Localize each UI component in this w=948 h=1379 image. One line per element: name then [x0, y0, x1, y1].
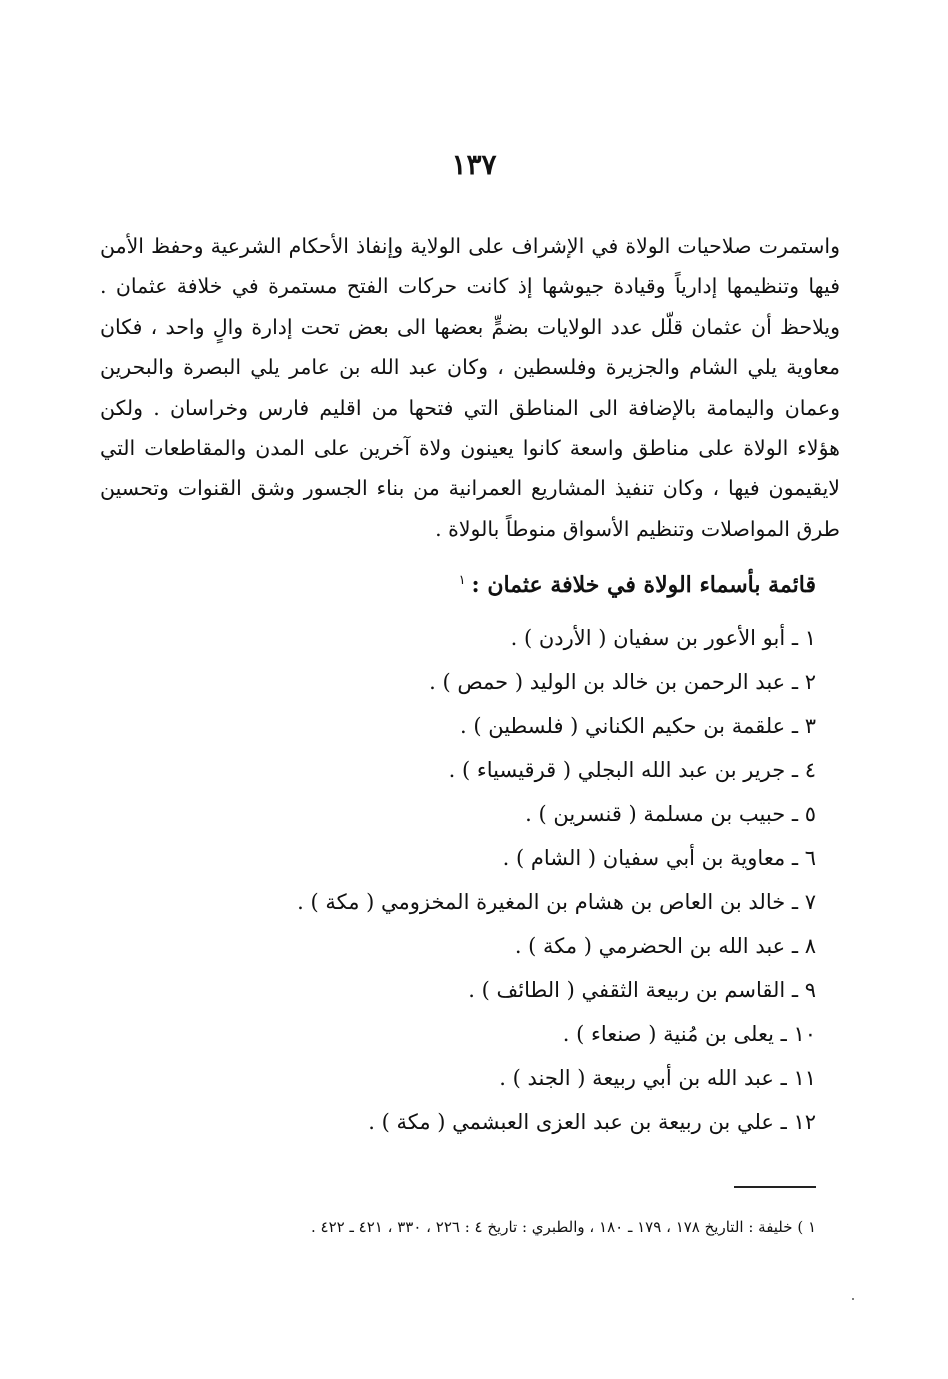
- governors-list: [166, 616, 816, 1144]
- list-item: ٤ ـ جرير بن عبد الله البجلي ( قرقيسياء ) .: [448, 758, 816, 782]
- footnote: ١ ) خليفة : التاريخ ١٧٨ ، ١٧٩ ـ ١٨٠ ، والطبري : تاريخ ٤ : ٢٢٦ ، ٣٣٠ ، ٤٢١ ـ ٤٢٢ .: [310, 1218, 816, 1236]
- list-item: ٦ ـ معاوية بن أبي سفيان ( الشام ) .: [502, 846, 816, 870]
- list-item: ٢ ـ عبد الرحمن بن خالد بن الوليد ( حمص ) .: [429, 670, 816, 694]
- footnote-reference: ١: [458, 572, 466, 588]
- page-number: ١٣٧: [451, 148, 497, 181]
- list-item: ٩ ـ القاسم بن ربيعة الثقفي ( الطائف ) .: [468, 978, 816, 1002]
- body-paragraph: واستمرت صلاحيات الولاة في الإشراف على الولاية وإنفاذ الأحكام الشرعية وحفظ الأمن فيها وتنظيمها إدارياً وقيادة جيوشها إذ كانت حركات الفتح مستمرة في خلافة عثمان . ويلاحظ أن عثمان قلّل عدد الولايات بضمٍّ بعضها الى بعض تحت إدارة والٍ واحد ، فكان معاوية يلي الشام والجزيرة وفلسطين ، وكان عبد الله بن عامر يلي البصرة والبحرين وعمان واليمامة بالإضافة الى المناطق التي فتحها من اقليم فارس وخراسان . ولكن هؤلاء الولاة على مناطق واسعة كانوا يعينون ولاة آخرين على المدن والمقاطعات التي لايقيمون فيها ، وكان تنفيذ المشاريع العمرانية من بناء الجسور وشق القنوات وتحسين طرق المواصلات وتنظيم الأسواق منوطاً بالولاة .: [100, 234, 840, 541]
- list-item: ١١ ـ عبد الله بن أبي ربيعة ( الجند ) .: [499, 1066, 816, 1090]
- list-item: ١٢ ـ علي بن ربيعة بن عبد العزى العبشمي ( مكة ) .: [368, 1110, 816, 1134]
- scan-speck: [852, 1298, 854, 1300]
- list-item: ٧ ـ خالد بن العاص بن هشام بن المغيرة المخزومي ( مكة ) .: [297, 890, 816, 914]
- list-item: ٨ ـ عبد الله بن الحضرمي ( مكة ) .: [514, 934, 816, 958]
- list-item: ١٠ ـ يعلى بن مُنية ( صنعاء ) .: [562, 1022, 816, 1046]
- list-item: ٥ ـ حبيب بن مسلمة ( قنسرين ) .: [525, 802, 816, 826]
- list-item: ١ ـ أبو الأعور بن سفيان ( الأردن ) .: [510, 626, 816, 650]
- governors-list-heading: [459, 572, 816, 598]
- footnote-divider: [734, 1186, 816, 1188]
- governors-list-heading-text: قائمة بأسماء الولاة في خلافة عثمان :: [471, 572, 816, 598]
- list-item: ٣ ـ علقمة بن حكيم الكناني ( فلسطين ) .: [460, 714, 816, 738]
